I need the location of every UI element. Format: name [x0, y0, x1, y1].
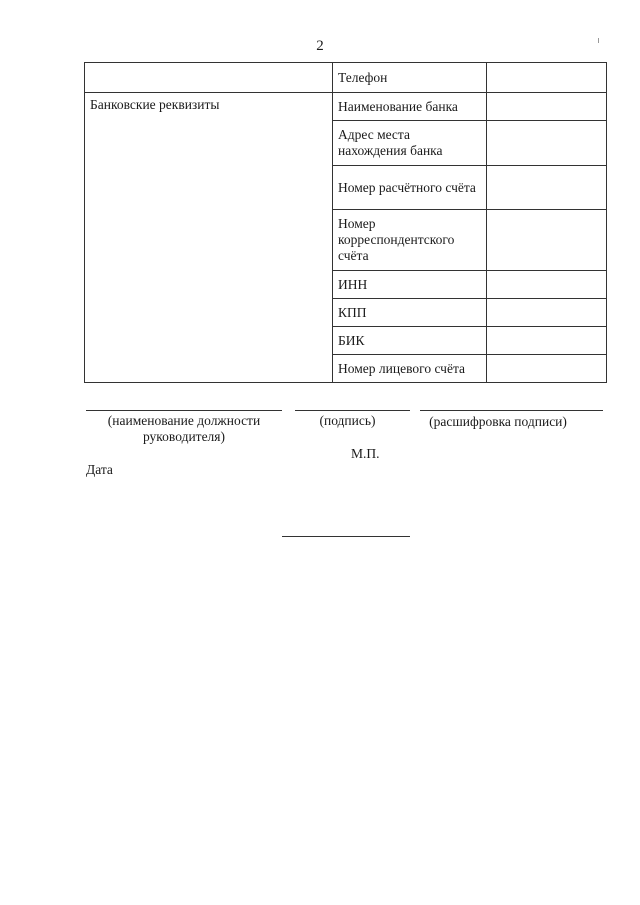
row-value-bank-name[interactable]	[487, 93, 607, 121]
signature-decoding-caption: (расшифровка подписи)	[429, 414, 567, 429]
row-value-bik[interactable]	[487, 327, 607, 355]
blank-cell	[85, 63, 333, 93]
row-value-personal-account[interactable]	[487, 355, 607, 383]
stamp-place-label: М.П.	[351, 446, 380, 461]
row-label-bank-address: Адрес места нахождения банка	[333, 121, 487, 166]
row-value-settlement-account[interactable]	[487, 166, 607, 210]
row-value-correspondent-account[interactable]	[487, 210, 607, 271]
row-label-personal-account: Номер лицевого счёта	[333, 355, 487, 383]
signature-line	[295, 410, 410, 411]
bank-requisites-group-label: Банковские реквизиты	[85, 93, 333, 383]
position-caption-line2: руководителя)	[142, 429, 225, 444]
position-signature-line	[86, 410, 282, 411]
row-value-kpp[interactable]	[487, 299, 607, 327]
row-label-bank-name: Наименование банка	[333, 93, 487, 121]
row-label-correspondent-account: Номер корреспондентского счёта	[333, 210, 487, 271]
scan-artifact-mark	[598, 38, 599, 43]
table-row	[85, 93, 607, 121]
page-number: 2	[316, 38, 324, 54]
position-caption	[84, 413, 284, 445]
row-value-phone[interactable]	[487, 63, 607, 93]
row-label-settlement-account: Номер расчётного счёта	[333, 166, 487, 210]
signature-decoding-line	[420, 410, 603, 411]
date-label: Дата	[86, 462, 113, 477]
row-label-bik: БИК	[333, 327, 487, 355]
position-caption-line1: (наименование должности	[107, 413, 261, 428]
row-value-inn[interactable]	[487, 271, 607, 299]
table-row	[85, 63, 607, 93]
requisites-table	[84, 62, 607, 383]
row-label-phone: Телефон	[333, 63, 487, 93]
signature-caption: (подпись)	[319, 413, 376, 428]
row-label-inn: ИНН	[333, 271, 487, 299]
date-line	[282, 536, 410, 537]
row-value-bank-address[interactable]	[487, 121, 607, 166]
row-label-kpp: КПП	[333, 299, 487, 327]
